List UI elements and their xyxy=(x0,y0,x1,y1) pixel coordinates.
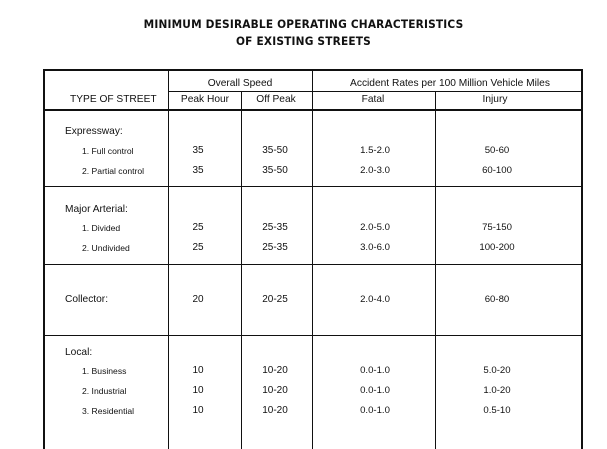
row-label: 1. Business xyxy=(82,366,127,376)
cell-off-peak: 35-50 xyxy=(262,145,288,156)
cell-peak: 35 xyxy=(192,165,204,176)
group-divider xyxy=(45,264,581,265)
cell-fatal: 0.0-1.0 xyxy=(360,365,390,376)
cell-off-peak: 35-50 xyxy=(262,165,288,176)
cell-off-peak: 10-20 xyxy=(262,365,288,376)
cell-injury: 60-100 xyxy=(482,165,512,176)
cell-peak: 25 xyxy=(192,242,204,253)
cell-injury: 100-200 xyxy=(479,242,515,253)
row-label: 1. Full control xyxy=(82,146,134,156)
group-label: Collector: xyxy=(65,294,109,305)
cell-fatal: 0.0-1.0 xyxy=(360,385,390,396)
cell-fatal: 2.0-3.0 xyxy=(360,165,390,176)
cell-peak: 10 xyxy=(192,365,204,376)
cell-peak: 35 xyxy=(192,145,204,156)
header-overall-speed: Overall Speed xyxy=(207,78,273,89)
group-divider xyxy=(45,186,581,187)
cell-injury: 75-150 xyxy=(482,222,512,233)
header-accident-rates: Accident Rates per 100 Million Vehicle Miles xyxy=(350,78,550,89)
group-label: Major Arterial: xyxy=(65,204,128,215)
title-line-2: OF EXISTING STREETS xyxy=(235,34,371,48)
header-type-of-street: TYPE OF STREET xyxy=(70,94,157,105)
row-label: 1. Divided xyxy=(82,223,121,233)
cell-injury: 60-80 xyxy=(484,294,510,305)
cell-injury: 5.0-20 xyxy=(483,365,511,376)
cell-injury: 0.5-10 xyxy=(483,405,511,416)
row-label: 2. Industrial xyxy=(82,386,127,396)
column-divider xyxy=(435,91,436,449)
group-label: Local: xyxy=(65,347,93,358)
column-divider xyxy=(168,71,169,449)
header-peak-hour: Peak Hour xyxy=(180,94,230,105)
header-off-peak: Off Peak xyxy=(256,94,296,105)
header-injury: Injury xyxy=(482,94,508,105)
cell-peak: 10 xyxy=(192,405,204,416)
title-line-1: MINIMUM DESIRABLE OPERATING CHARACTERISTICS xyxy=(143,17,464,31)
column-divider xyxy=(241,91,242,449)
row-label: 2. Partial control xyxy=(82,166,145,176)
header-subdivider xyxy=(168,91,581,92)
group-label: Expressway: xyxy=(65,126,123,137)
group-divider xyxy=(45,335,581,336)
header-fatal: Fatal xyxy=(361,94,385,105)
cell-off-peak: 25-35 xyxy=(262,242,288,253)
cell-fatal: 1.5-2.0 xyxy=(360,145,390,156)
cell-peak: 25 xyxy=(192,222,204,233)
column-divider xyxy=(312,71,313,449)
characteristics-table xyxy=(43,69,583,449)
cell-off-peak: 10-20 xyxy=(262,405,288,416)
cell-injury: 1.0-20 xyxy=(483,385,511,396)
cell-fatal: 3.0-6.0 xyxy=(360,242,390,253)
cell-fatal: 0.0-1.0 xyxy=(360,405,390,416)
row-label: 2. Undivided xyxy=(82,243,130,253)
cell-injury: 50-60 xyxy=(484,145,510,156)
row-label: 3. Residential xyxy=(82,406,135,416)
cell-peak: 20 xyxy=(192,294,204,305)
cell-fatal: 2.0-4.0 xyxy=(360,294,390,305)
document-title xyxy=(24,16,582,50)
header-rule xyxy=(45,109,581,111)
cell-off-peak: 20-25 xyxy=(262,294,288,305)
cell-fatal: 2.0-5.0 xyxy=(360,222,390,233)
cell-off-peak: 25-35 xyxy=(262,222,288,233)
cell-off-peak: 10-20 xyxy=(262,385,288,396)
cell-peak: 10 xyxy=(192,385,204,396)
